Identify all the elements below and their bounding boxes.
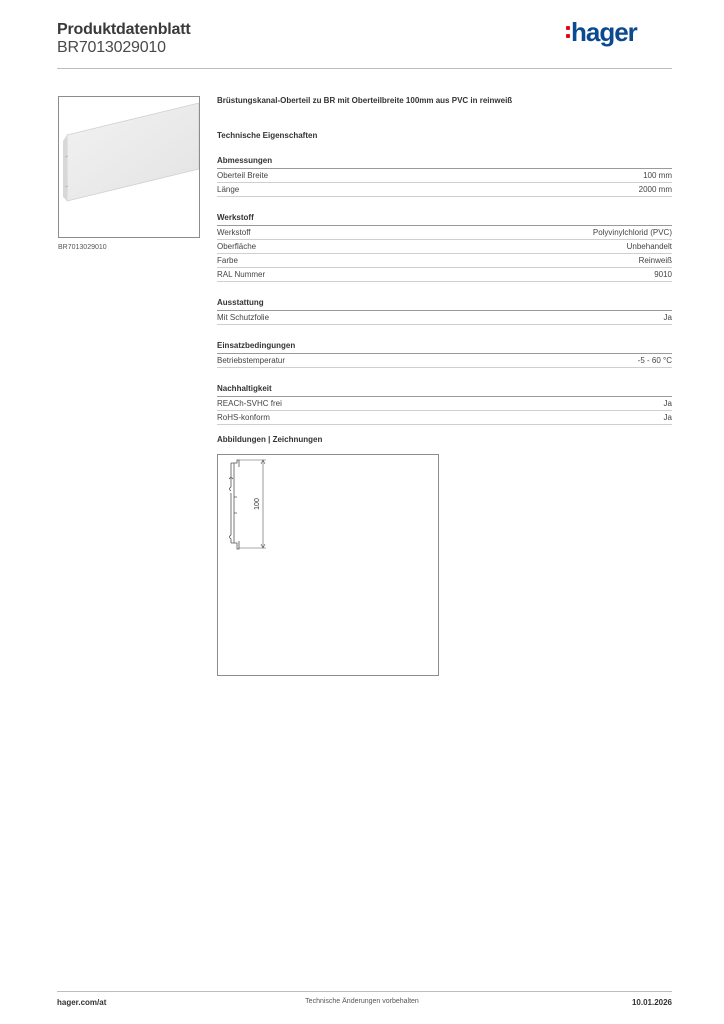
spec-value: Unbehandelt bbox=[626, 242, 672, 251]
product-photo-caption: BR7013029010 bbox=[58, 244, 107, 251]
product-photo bbox=[58, 96, 200, 238]
spec-section-heading: Werkstoff bbox=[217, 213, 672, 226]
product-details bbox=[217, 94, 672, 425]
spec-value: Polyvinylchlorid (PVC) bbox=[592, 228, 672, 237]
spec-value: 9010 bbox=[654, 270, 672, 279]
footer-notice: Technische Änderungen vorbehalten bbox=[305, 998, 419, 1005]
profile-drawing-icon bbox=[218, 455, 438, 675]
spec-row bbox=[217, 268, 672, 282]
spec-label: Mit Schutzfolie bbox=[217, 313, 270, 322]
spec-section bbox=[217, 156, 672, 197]
spec-value: Ja bbox=[663, 413, 672, 422]
drawings-title: Abbildungen | Zeichnungen bbox=[217, 435, 323, 444]
spec-label: Werkstoff bbox=[217, 228, 251, 237]
footer-divider bbox=[57, 991, 672, 992]
technical-properties-title: Technische Eigenschaften bbox=[217, 131, 318, 140]
spec-section bbox=[217, 341, 672, 368]
spec-value: Ja bbox=[663, 313, 672, 322]
spec-row bbox=[217, 240, 672, 254]
technical-sections bbox=[217, 156, 672, 425]
spec-label: REACh-SVHC frei bbox=[217, 399, 282, 408]
spec-value: 2000 mm bbox=[638, 185, 672, 194]
footer-website[interactable]: hager.com/at bbox=[57, 998, 107, 1007]
spec-label: Oberfläche bbox=[217, 242, 257, 251]
spec-section-heading: Ausstattung bbox=[217, 298, 672, 311]
spec-value: Reinweiß bbox=[638, 256, 672, 265]
spec-row bbox=[217, 411, 672, 425]
spec-section bbox=[217, 298, 672, 325]
product-photo-icon bbox=[59, 97, 199, 237]
spec-label: Oberteil Breite bbox=[217, 171, 269, 180]
spec-row bbox=[217, 354, 672, 368]
article-number: BR7013029010 bbox=[57, 39, 166, 56]
spec-label: RAL Nummer bbox=[217, 270, 266, 279]
spec-row bbox=[217, 226, 672, 240]
footer-date: 10.01.2026 bbox=[631, 998, 672, 1007]
spec-section-heading: Einsatzbedingungen bbox=[217, 341, 672, 354]
spec-row bbox=[217, 254, 672, 268]
spec-value: Ja bbox=[663, 399, 672, 408]
spec-section-heading: Nachhaltigkeit bbox=[217, 384, 672, 397]
spec-row bbox=[217, 311, 672, 325]
hager-logo bbox=[566, 17, 637, 47]
spec-section bbox=[217, 213, 672, 282]
spec-section bbox=[217, 384, 672, 425]
logo-text: hager bbox=[571, 17, 637, 47]
header-divider bbox=[57, 68, 672, 69]
spec-row bbox=[217, 183, 672, 197]
technical-drawing bbox=[217, 454, 439, 676]
spec-value: -5 - 60 °C bbox=[637, 356, 672, 365]
spec-value: 100 mm bbox=[643, 171, 672, 180]
spec-label: Länge bbox=[217, 185, 240, 194]
page-title: Produktdatenblatt bbox=[57, 21, 191, 38]
logo-dots-icon bbox=[566, 17, 570, 47]
spec-section-heading: Abmessungen bbox=[217, 156, 672, 169]
product-description: Brüstungskanal-Oberteil zu BR mit Oberteilbreite 100mm aus PVC in reinweiß bbox=[217, 96, 513, 105]
spec-row bbox=[217, 397, 672, 411]
spec-label: Betriebstemperatur bbox=[217, 356, 286, 365]
spec-label: RoHS-konform bbox=[217, 413, 270, 422]
spec-label: Farbe bbox=[217, 256, 238, 265]
dimension-label: 100 bbox=[254, 498, 261, 510]
spec-row bbox=[217, 169, 672, 183]
